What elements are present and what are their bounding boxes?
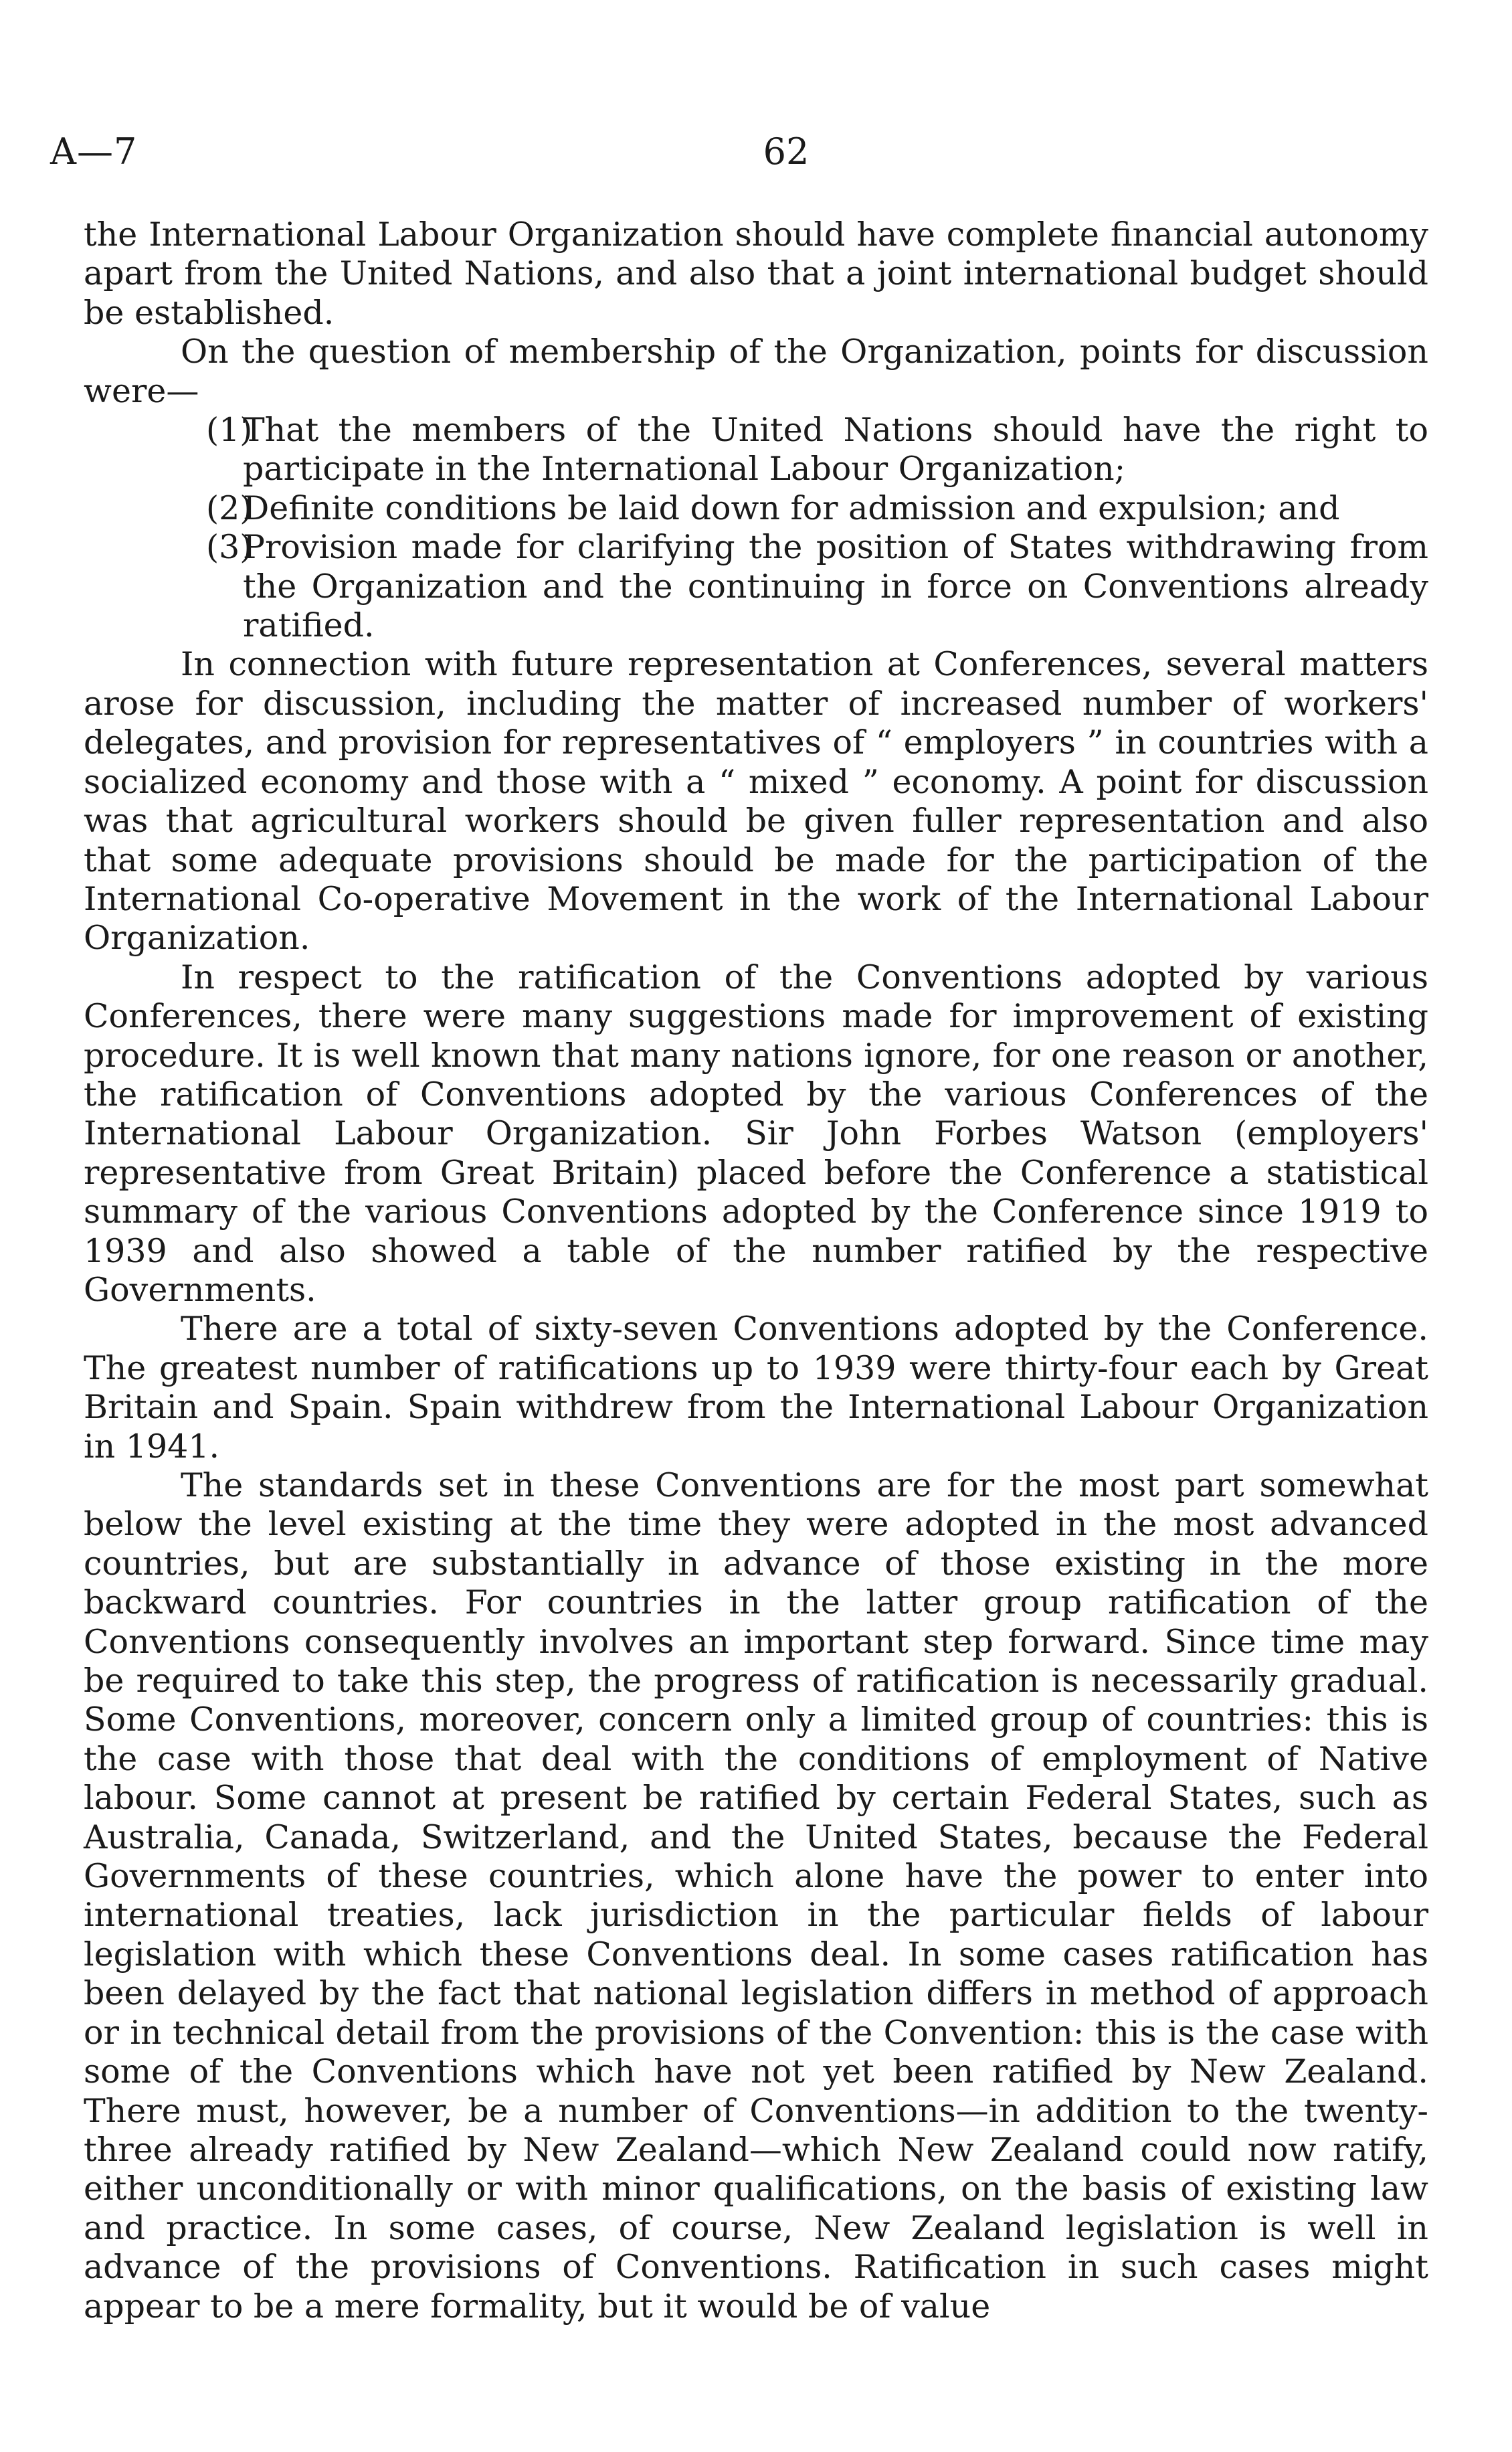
list-item: [84, 528, 1428, 645]
body-text: [84, 215, 1428, 2326]
document-reference: A—7: [50, 130, 138, 173]
list-item-number: (3): [206, 528, 253, 567]
paragraph-conventions-total: There are a total of sixty-seven Conventions adopted by the Conference. The greatest number of ratifications up to 1939 were thirty-four each by Great Britain and Spain. Spain withdrew from the International Labour Organization in 1941.: [84, 1310, 1428, 1466]
list-item: [84, 489, 1428, 528]
paragraph-standards: The standards set in these Conventions are for the most part somewhat below the level existing at the time they were adopted in the most advanced countries, but are substantially in advance of those existing in the more backward countries. For countries in the latter group ratification of the Conventions consequently involves an important step forward. Since time may be required to take this step, the progress of ratification is necessarily gradual. Some Conventions, moreover, concern only a limited group of countries: this is the case with those that deal with the conditions of employment of Native labour. Some cannot at present be ratified by certain Federal States, such as Australia, Canada, Switzerland, and the United States, because the Federal Governments of these countries, which alone have the power to enter into international treaties, lack jurisdiction in the particular fields of labour legislation with which these Conventions deal. In some cases ratification has been delayed by the fact that national legislation differs in method of approach or in technical detail from the provisions of the Convention: this is the case with some of the Conventions which have not yet been ratified by New Zealand. There must, however, be a number of Conventions—in addition to the twenty-three already ratified by New Zealand—which New Zealand could now ratify, either unconditionally or with minor qualifications, on the basis of existing law and practice. In some cases, of course, New Zealand legislation is well in advance of the provisions of Conventions. Ratification in such cases might appear to be a mere formality, but it would be of value: [84, 1466, 1428, 2326]
list-item-text: Definite conditions be laid down for admission and expulsion; and: [243, 489, 1340, 527]
list-item-number: (2): [206, 489, 253, 527]
list-item: [84, 411, 1428, 489]
page-header: [50, 130, 1428, 184]
paragraph-continuation: the International Labour Organization should have complete financial autonomy apart from the United Nations, and also that a joint international budget should be established.: [84, 215, 1428, 332]
page-number: 62: [763, 130, 810, 173]
list-item-text: That the members of the United Nations should have the right to participate in the International Labour Organization;: [243, 411, 1428, 489]
list-item-text: Provision made for clarifying the position of States withdrawing from the Organization and the continuing in force on Conventions already ratified.: [243, 528, 1428, 645]
paragraph-ratification: In respect to the ratification of the Conventions adopted by various Conferences, there were many suggestions made for improvement of existing procedure. It is well known that many nations ignore, for one reason or another, the ratification of Conventions adopted by the various Conferences of the International Labour Organization. Sir John Forbes Watson (employers' representative from Great Britain) placed before the Conference a statistical summary of the various Conventions adopted by the Conference since 1919 to 1939 and also showed a table of the number ratified by the respective Governments.: [84, 958, 1428, 1309]
paragraph-membership: On the question of membership of the Organization, points for discussion were—: [84, 333, 1428, 410]
paragraph-representation: In connection with future representation at Conferences, several matters arose for discussion, including the matter of increased number of workers' delegates, and provision for representatives of “ employers ” in countries with a socialized economy and those with a “ mixed ” economy. A point for discussion was that agricultural workers should be given fuller representation and also that some adequate provisions should be made for the participation of the International Co-operative Movement in the work of the International Labour Organization.: [84, 645, 1428, 958]
list-item-number: (1): [206, 411, 253, 450]
